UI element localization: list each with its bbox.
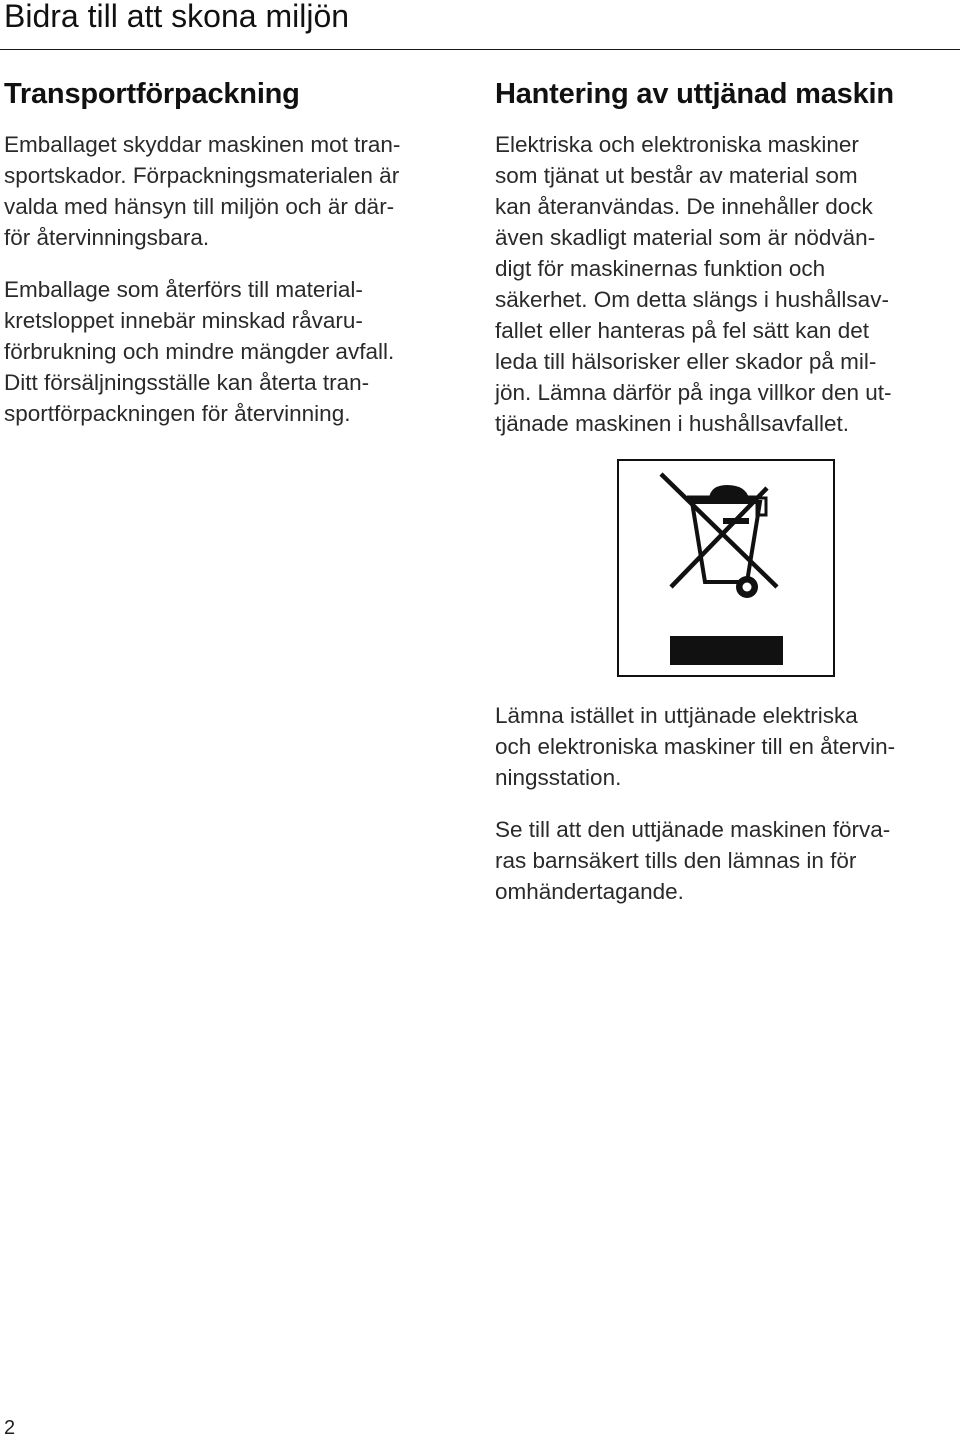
text-line: och elektroniska maskiner till en återvin- [495, 734, 896, 759]
text-line: ningsstation. [495, 765, 622, 790]
disposal-instructions [495, 700, 957, 928]
section-heading-disposal: Hantering av uttjänad maskin [495, 78, 894, 110]
header-divider [0, 49, 960, 50]
text-line: Lämna istället in uttjänade elektriska [495, 703, 858, 728]
text-line: sportförpackningen för återvinning. [4, 401, 351, 426]
text-line: jön. Lämna därför på inga villkor den ut- [495, 380, 892, 405]
page-title: Bidra till att skona miljön [4, 0, 350, 34]
text-line: omhändertagande. [495, 879, 684, 904]
paragraph-packaging-protection [4, 129, 474, 253]
text-line: Emballage som återförs till material- [4, 277, 363, 302]
paragraph-recycling-station [495, 700, 957, 793]
text-line: säkerhet. Om detta slängs i hushållsav- [495, 287, 889, 312]
text-line: digt för maskinernas funktion och [495, 256, 826, 281]
text-line: valda med hänsyn till miljön och är där- [4, 194, 395, 219]
page-number: 2 [4, 1417, 16, 1439]
text-line: för återvinningsbara. [4, 225, 210, 250]
text-line: Ditt försäljningsställe kan återta tran- [4, 370, 370, 395]
text-line: även skadligt material som är nödvän- [495, 225, 876, 250]
text-line: leda till hälsorisker eller skador på mil- [495, 349, 877, 374]
text-line: som tjänat ut består av material som [495, 163, 858, 188]
text-line: Elektriska och elektroniska maskiner [495, 132, 859, 157]
section-heading-transport: Transportförpackning [4, 78, 300, 110]
paragraph-packaging-recycling [4, 274, 474, 429]
weee-symbol [617, 459, 835, 677]
transport-packaging-section [4, 78, 474, 450]
text-line: Emballaget skyddar maskinen mot tran- [4, 132, 401, 157]
crossed-out-wheelie-bin-icon [619, 461, 833, 675]
text-line: kan återanvändas. De innehåller dock [495, 194, 873, 219]
paragraph-disposal-warning [495, 129, 957, 439]
text-line: sportskador. Förpackningsmaterialen är [4, 163, 400, 188]
text-line: kretsloppet innebär minskad råvaru- [4, 308, 363, 333]
text-line: Se till att den uttjänade maskinen förva- [495, 817, 891, 842]
text-line: fallet eller hanteras på fel sätt kan det [495, 318, 869, 343]
text-line: förbrukning och mindre mängder avfall. [4, 339, 395, 364]
paragraph-child-safety [495, 814, 957, 907]
disposal-section [495, 78, 957, 460]
text-line: ras barnsäkert tills den lämnas in för [495, 848, 857, 873]
text-line: tjänade maskinen i hushållsavfallet. [495, 411, 849, 436]
